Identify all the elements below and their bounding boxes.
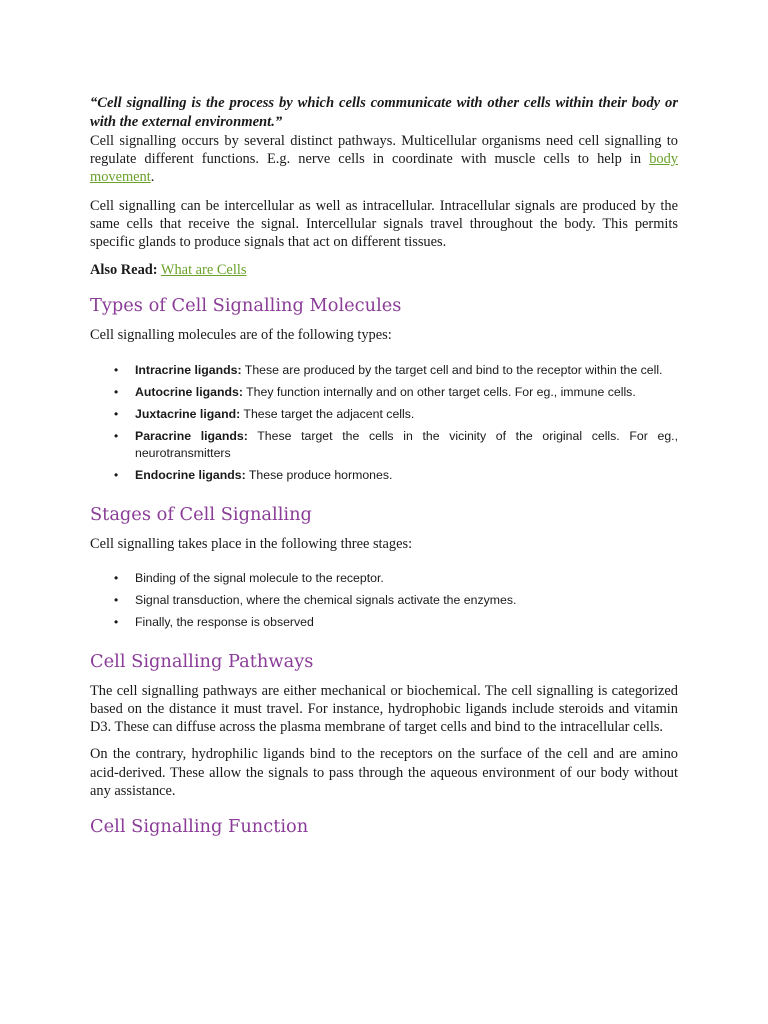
term-desc: These are produced by the target cell and bind to the receptor within the cell. <box>241 362 663 377</box>
term: Juxtacrine ligand: <box>135 406 241 421</box>
stage-text: Signal transduction, where the chemical signals activate the enzymes. <box>135 592 517 607</box>
bullet-icon: • <box>114 570 119 585</box>
body-movement-link[interactable]: body movement <box>90 151 678 186</box>
bullet-icon: • <box>114 362 119 377</box>
term-desc: These produce hormones. <box>245 467 393 482</box>
also-read <box>90 261 678 279</box>
pathways-paragraph-1: The cell signalling pathways are either mechanical or biochemical. The cell signalling is categorized based on the distance it must travel. For instance, hydrophobic ligands include steroids and vitamin D3. These can diffuse across the plasma membrane of target cells and bind to the intracellular cells. <box>90 682 678 736</box>
bullet-icon: • <box>114 384 119 399</box>
list-item <box>90 362 678 379</box>
bullet-icon: • <box>114 406 119 421</box>
term-desc: These target the adjacent cells. <box>240 406 415 421</box>
types-list <box>90 362 678 484</box>
also-read-label: Also Read: <box>90 262 158 279</box>
types-intro: Cell signalling molecules are of the following types: <box>90 327 392 344</box>
bullet-icon: • <box>114 592 119 607</box>
list-item <box>90 406 678 423</box>
intro-paragraph-end: . <box>150 169 155 186</box>
function-heading: Cell Signalling Function <box>90 816 309 838</box>
bullet-icon: • <box>114 428 119 443</box>
term: Endocrine ligands: <box>135 467 246 482</box>
term-desc: These target the cells in the vicinity of the original cells. For eg., neurotransmitters <box>135 428 678 460</box>
types-heading: Types of Cell Signalling Molecules <box>90 295 402 317</box>
term: Paracrine ligands: <box>135 428 248 443</box>
intro-paragraph-text: Cell signalling occurs by several distinct pathways. Multicellular organisms need cell signalling to regulate different functions. E.g. nerve cells in coordinate with muscle cells to help in <box>90 133 678 168</box>
list-item <box>90 614 678 631</box>
list-item <box>90 384 678 401</box>
list-item <box>90 467 678 484</box>
document-content <box>90 94 678 838</box>
pathways-heading: Cell Signalling Pathways <box>90 650 314 672</box>
list-item <box>90 570 678 587</box>
term: Autocrine ligands: <box>135 384 243 399</box>
list-item <box>90 592 678 609</box>
stages-list <box>90 570 678 631</box>
what-are-cells-link[interactable]: What are Cells <box>160 262 247 279</box>
bullet-icon: • <box>114 614 119 629</box>
term-desc: They function internally and on other target cells. For eg., immune cells. <box>242 384 636 399</box>
bullet-icon: • <box>114 467 119 482</box>
definition-quote: “Cell signalling is the process by which cells communicate with other cells within their body or with the external environment.” <box>90 95 678 130</box>
stages-intro: Cell signalling takes place in the following three stages: <box>90 535 413 552</box>
stage-text: Binding of the signal molecule to the receptor. <box>135 570 384 585</box>
intercellular-paragraph: Cell signalling can be intercellular as well as intracellular. Intracellular signals are produced by the same cells that receive the signal. Intercellular signals travel throughout the body. This permits specific glands to produce signals that act on different tissues. <box>90 197 678 251</box>
term: Intracrine ligands: <box>135 362 242 377</box>
intro-paragraph <box>90 132 678 187</box>
list-item <box>90 428 678 462</box>
stage-text: Finally, the response is observed <box>135 614 314 629</box>
pathways-paragraph-2: On the contrary, hydrophilic ligands bind to the receptors on the surface of the cell and are amino acid-derived. These allow the signals to pass through the aqueous environment of our body without any assistance. <box>90 746 678 799</box>
stages-heading: Stages of Cell Signalling <box>90 503 312 525</box>
